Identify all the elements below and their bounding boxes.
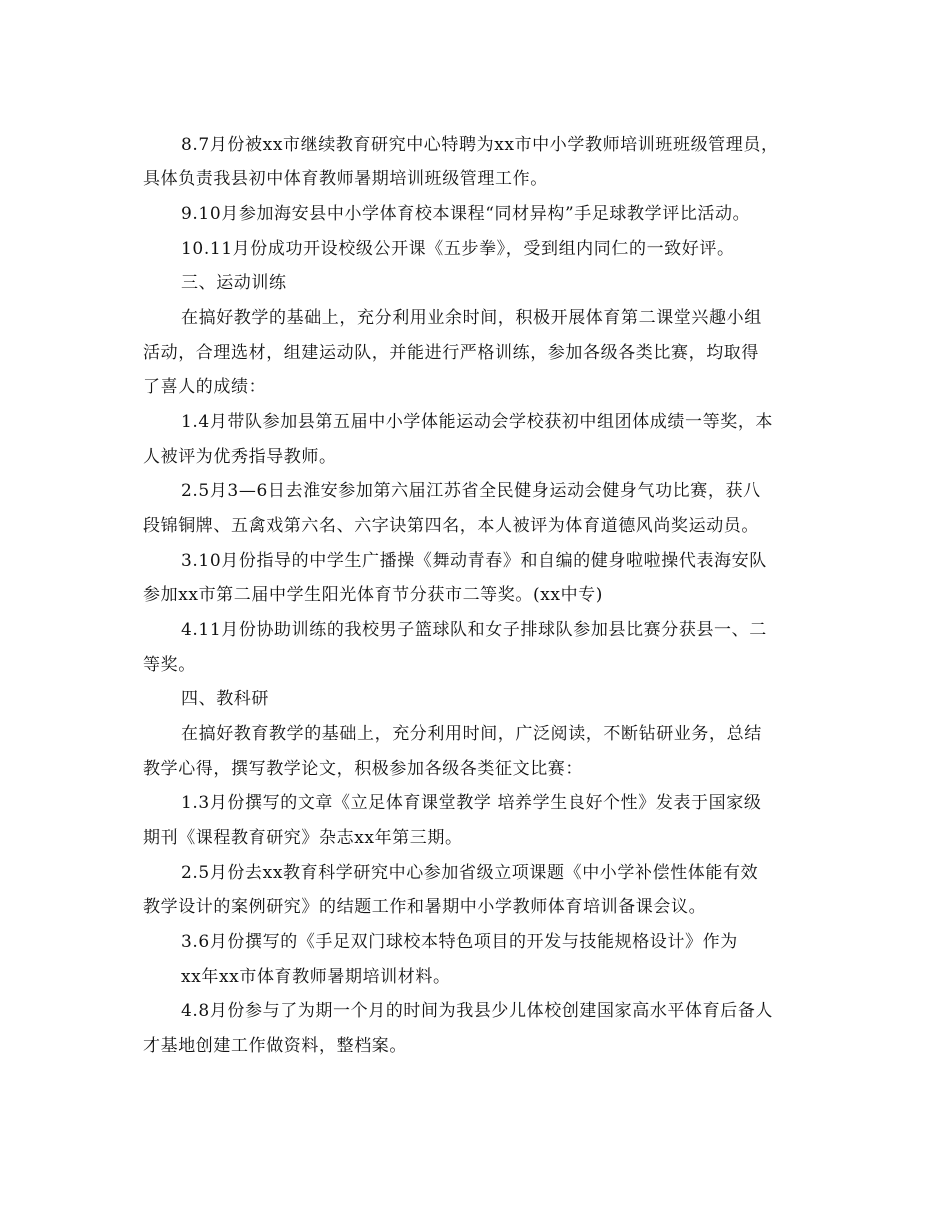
text-line: 了喜人的成绩： — [143, 377, 267, 397]
text-line: 8.7月份被xx市继续教育研究中心特聘为xx市中小学教师培训班班级管理员， — [181, 135, 779, 155]
text-line: 段锦铜牌、五禽戏第六名、六字诀第四名，本人被评为体育道德风尚奖运动员。 — [143, 516, 759, 536]
section-heading: 四、教科研 — [181, 689, 269, 709]
text-line: 2.5月份去xx教育科学研究中心参加省级立项课题《中小学补偿性体能有效 — [181, 863, 759, 883]
text-line: 等奖。 — [143, 655, 196, 675]
text-line: 9.10月参加海安县中小学体育校本课程“同材异构”手足球教学评比活动。 — [181, 204, 751, 224]
section-heading: 三、运动训练 — [181, 273, 287, 293]
text-line: 人被评为优秀指导教师。 — [143, 447, 337, 467]
text-line: 参加xx市第二届中学生阳光体育节分获市二等奖。(xx中专) — [143, 585, 604, 605]
text-line: 4.8月份参与了为期一个月的时间为我县少儿体校创建国家高水平体育后备人 — [181, 1001, 774, 1021]
text-line: 活动，合理选材，组建运动队，并能进行严格训练，参加各级各类比赛，均取得 — [143, 343, 759, 363]
text-line: 在搞好教育教学的基础上，充分利用时间，广泛阅读，不断钻研业务，总结 — [181, 724, 762, 744]
text-line: 教学设计的案例研究》的结题工作和暑期中小学教师体育培训备课会议。 — [143, 897, 707, 917]
text-line: 1.3月份撰写的文章《立足体育课堂教学 培养学生良好个性》发表于国家级 — [181, 793, 762, 813]
text-line: 3.6月份撰写的《手足双门球校本特色项目的开发与技能规格设计》作为 — [181, 932, 738, 952]
text-line: 教学心得，撰写教学论文，积极参加各级各类征文比赛： — [143, 759, 583, 779]
text-line: 具体负责我县初中体育教师暑期培训班级管理工作。 — [143, 169, 548, 189]
text-line: 4.11月份协助训练的我校男子篮球队和女子排球队参加县比赛分获县一、二 — [181, 620, 767, 640]
text-line: 1.4月带队参加县第五届中小学体能运动会学校获初中组团体成绩一等奖，本 — [181, 412, 774, 432]
text-line: 在搞好教学的基础上，充分利用业余时间，积极开展体育第二课堂兴趣小组 — [181, 308, 762, 328]
text-line: xx年xx市体育教师暑期培训材料。 — [181, 967, 451, 987]
text-line: 10.11月份成功开设校级公开课《五步拳》，受到组内同仁的一致好评。 — [181, 239, 735, 259]
text-line: 期刊《课程教育研究》杂志xx年第三期。 — [143, 828, 463, 848]
text-line: 2.5月3—6日去淮安参加第六届江苏省全民健身运动会健身气功比赛，获八 — [181, 481, 761, 501]
text-line: 3.10月份指导的中学生广播操《舞动青春》和自编的健身啦啦操代表海安队 — [181, 551, 767, 571]
text-line: 才基地创建工作做资料，整档案。 — [143, 1036, 407, 1056]
